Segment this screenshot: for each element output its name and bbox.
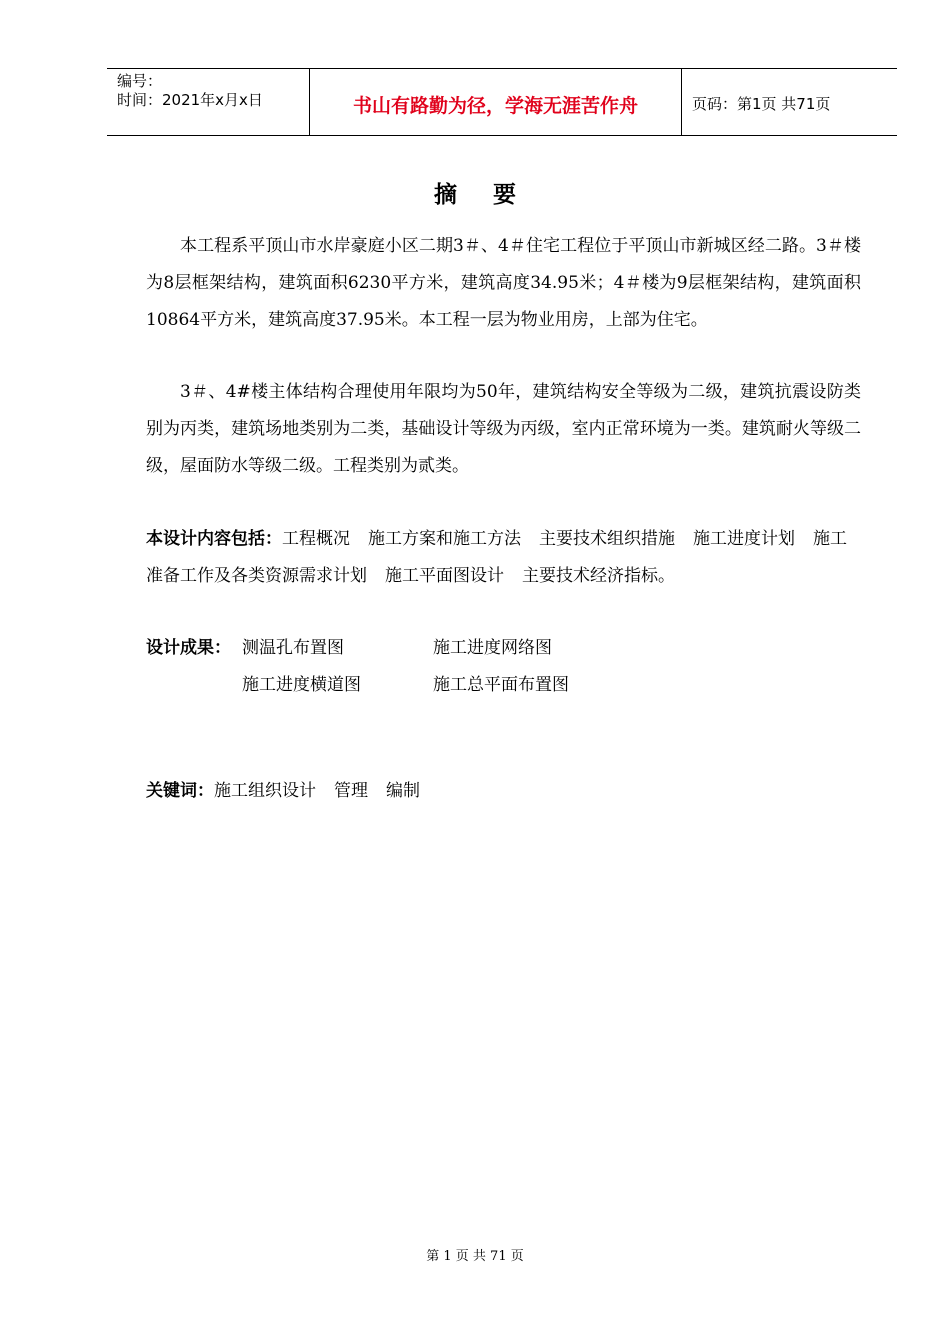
header-meta	[107, 69, 309, 135]
content-item: 施工方案和施工方法	[368, 529, 521, 549]
content-item: 主要技术经济指标。	[522, 566, 675, 586]
design-content-label: 本设计内容包括：	[146, 529, 282, 549]
content-item: 主要技术组织措施	[539, 529, 675, 549]
content-item: 施工平面图设计	[385, 566, 504, 586]
number-label: 编号：	[117, 72, 163, 90]
paragraph-2: 3＃、4#楼主体结构合理使用年限均为50年，建筑结构安全等级为二级，建筑抗震设防类别为丙类，建筑场地类别为二类，基础设计等级为丙级，室内正常环境为一类。建筑耐火等级二级，屋面防水等级二级。工程类别为贰类。	[146, 382, 861, 476]
paragraph-1: 本工程系平顶山市水岸豪庭小区二期3＃、4＃住宅工程位于平顶山市新城区经二路。3＃楼为8层框架结构，建筑面积6230平方米，建筑高度34.95米；4＃楼为9层框架结构，建筑面积10864平方米，建筑高度37.95米。本工程一层为物业用房，上部为住宅。	[146, 236, 861, 330]
content-item: 施工进度计划	[693, 529, 795, 549]
document-title: 摘要	[434, 181, 552, 208]
header-motto: 书山有路勤为径，学海无涯苦作舟	[309, 69, 682, 135]
keywords	[146, 773, 420, 810]
result-item: 测温孔布置图	[242, 638, 344, 658]
content-item: 工程概况	[282, 529, 350, 549]
result-item: 施工进度网络图	[433, 638, 552, 658]
keywords-label: 关键词：	[146, 781, 214, 801]
header-page-info: 页码：第1页 共71页	[692, 94, 831, 113]
time-label: 时间：2021年x月x日	[117, 91, 263, 109]
result-item: 施工进度横道图	[242, 675, 361, 695]
page-header	[107, 68, 897, 136]
result-item: 施工总平面布置图	[433, 675, 569, 695]
keyword-item: 管理	[334, 781, 368, 801]
keyword-item: 编制	[386, 781, 420, 801]
keyword-item: 施工组织设计	[214, 781, 316, 801]
content-item: 施工准备工作及各类资源需求计划	[146, 529, 847, 586]
design-results-label: 设计成果：	[146, 638, 231, 658]
design-content	[146, 521, 861, 595]
design-results	[146, 630, 624, 704]
page-footer: 第 1 页 共 71 页	[426, 1249, 524, 1264]
